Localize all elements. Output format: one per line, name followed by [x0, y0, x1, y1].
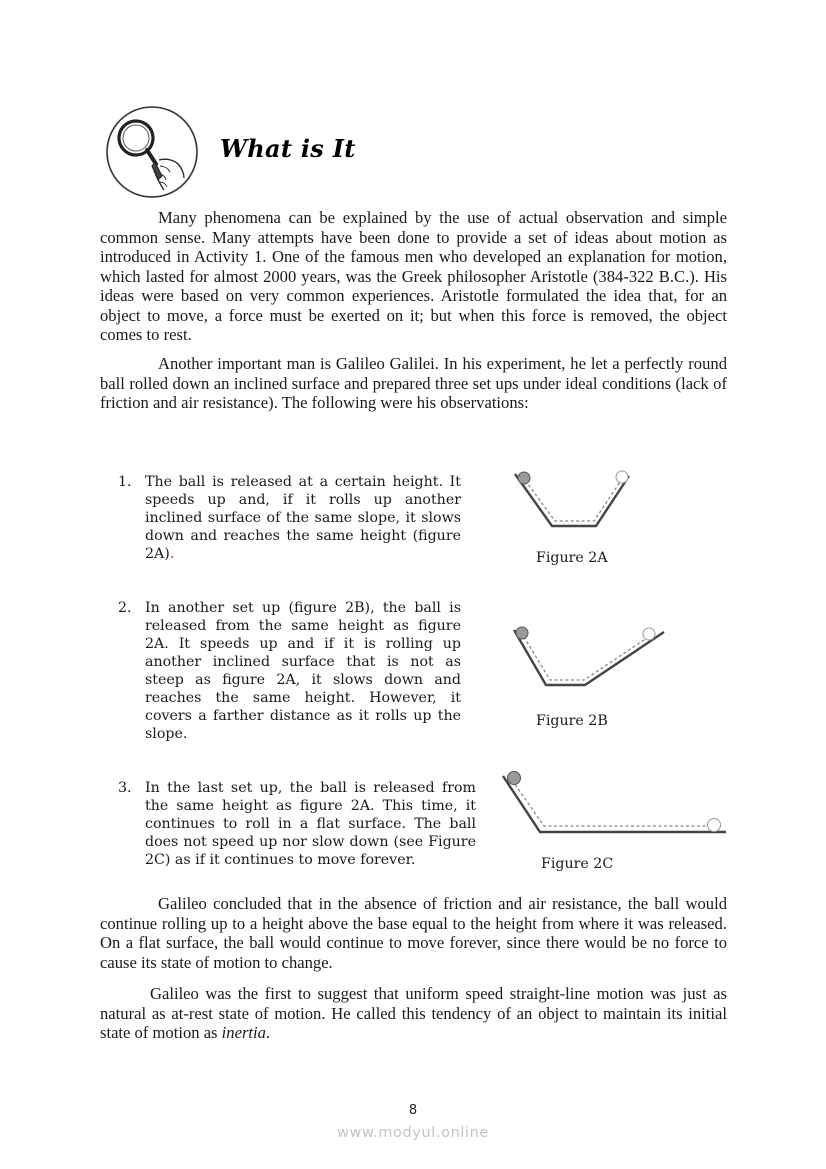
- observation-item-2: [118, 599, 461, 743]
- ball-end-icon: [616, 471, 628, 483]
- figure-2a-diagram: [508, 466, 633, 530]
- paragraph-text: Another important man is Galileo Galilei. In his experiment, he let a perfectly round ball rolled down an inclined surface and prepared three set ups under ideal conditions (lack of friction and air resistance). The following were his observations:: [100, 354, 727, 412]
- figure-2b-caption: Figure 2B: [536, 713, 608, 729]
- paragraph-text: Many phenomena can be explained by the use of actual observation and simple common sense. Many attempts have been done to provide a set of ideas about motion as introduced in Activity 1. One of the famous men who developed an explanation for motion, which lasted for almost 2000 years, was the Greek philosopher Aristotle (384-322 B.C.). His ideas were based on very common experiences. Aristotle formulated the idea that, for an object to move, a force must be exerted on it; but when this force is removed, the object comes to rest.: [100, 208, 727, 344]
- list-number: 3.: [118, 780, 132, 796]
- page-number: 8: [408, 1103, 418, 1118]
- figure-2c-caption: Figure 2C: [541, 856, 614, 872]
- paragraph-text-end: .: [265, 1023, 271, 1042]
- observation-text: In another set up (figure 2B), the ball is released from the same height as figure 2A. It speeds up and if it is rolling up another inclined surface that is not as steep as figure 2A, it slows down and reaches the same height. However, it covers a farther distance as it rolls up the slope.: [145, 600, 461, 742]
- magnifying-glass-in-hand-icon: [104, 104, 200, 200]
- observation-text: In the last set up, the ball is released from the same height as figure 2A. This time, it continues to roll in a flat surface. The ball does not speed up nor slow down (see Figure 2C) as if it continues to move forever.: [145, 780, 476, 868]
- figure-2a-caption: Figure 2A: [536, 550, 608, 566]
- paragraph-galileo-conclusion: [100, 894, 727, 972]
- figure-2c-diagram: [498, 764, 728, 836]
- paragraph-galileo-intro: [100, 354, 727, 413]
- ball-start-icon: [518, 472, 530, 484]
- paragraph-text: Galileo concluded that in the absence of friction and air resistance, the ball would continue rolling up to a height above the base equal to the height from where it was released. On a flat surface, the ball would continue to move forever, since there would be no force to cause its state of motion to change.: [100, 894, 727, 972]
- ball-end-icon: [708, 819, 721, 832]
- section-title: What is It: [220, 134, 356, 163]
- watermark: www.modyul.online: [337, 1125, 489, 1141]
- ball-start-icon: [508, 772, 521, 785]
- ball-start-icon: [516, 627, 528, 639]
- ball-end-icon: [643, 628, 655, 640]
- observation-item-1: [118, 473, 461, 563]
- inertia-term: inertia: [221, 1023, 266, 1042]
- list-number: 1.: [118, 474, 132, 490]
- paragraph-text: Galileo was the first to suggest that uniform speed straight-line motion was just as natural as at-rest state of motion. He called this tendency of an object to maintain its initial state of motion as: [100, 984, 727, 1042]
- observation-text: The ball is released at a certain height. It speeds up and, if it rolls up another inclined surface of the same slope, it slows down and reaches the same height (figure 2A): [145, 474, 461, 562]
- paragraph-inertia: [100, 984, 727, 1043]
- figure-2b-diagram: [504, 620, 669, 690]
- red-period: .: [169, 546, 175, 562]
- paragraph-aristotle: [100, 208, 727, 345]
- observation-item-3: [118, 779, 476, 869]
- list-number: 2.: [118, 600, 132, 616]
